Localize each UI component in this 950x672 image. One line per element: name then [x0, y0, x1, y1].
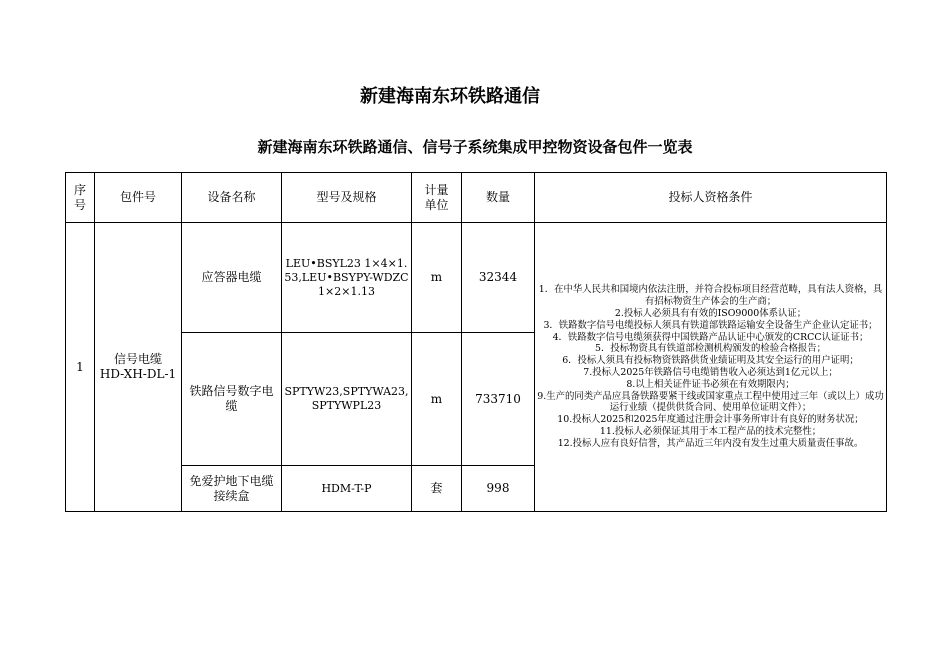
unit-cell: m: [412, 333, 462, 466]
header-quantity: 数量: [462, 173, 535, 223]
header-model: 型号及规格: [282, 173, 412, 223]
package-cell: [95, 223, 182, 512]
model-cell: SPTYW23,SPTYWA23,SPTYWPL23: [282, 333, 412, 466]
qualification-item: 8.以上相关证件证书必须在有效期限内；: [626, 378, 795, 390]
qualification-cell: [535, 223, 887, 512]
seq-cell: 1: [66, 223, 95, 512]
qualification-item: 1．在中华人民共和国境内依法注册，并符合投标项目经营范畴，具有法人资格，具有招标物资生产体会的生产商；: [538, 284, 883, 308]
equipment-table: [65, 172, 887, 512]
quantity-cell: 32344: [462, 223, 535, 333]
qualification-item: 5．投标物资具有铁道部检测机构颁发的检验合格报告；: [595, 343, 826, 355]
unit-cell: m: [412, 223, 462, 333]
qualification-item: 9.生产的同类产品应具备铁路要紧干线或国家重点工程中使用过三年（或以上）成功运行业绩（提供供货合同、使用单位证明文件）；: [537, 390, 884, 414]
qualification-item: 6．投标人须具有投标物资铁路供货业绩证明及其安全运行的用户证明；: [562, 355, 859, 367]
header-seq: 序 号: [66, 173, 95, 223]
qualification-item: 4．铁路数字信号电缆须获得中国铁路产品认证中心颁发的CRCC认证证书；: [552, 331, 869, 343]
equipment-name-cell: 免爱护地下电缆接续盒: [182, 466, 282, 512]
model-cell: HDM-T-P: [282, 466, 412, 512]
quantity-cell: 998: [462, 466, 535, 512]
quantity-cell: 733710: [462, 333, 535, 466]
qualification-item: 11.投标人必须保证其用于本工程产品的技术完整性；: [599, 425, 822, 437]
table-row: [66, 223, 887, 333]
header-package: 包件号: [95, 173, 182, 223]
header-qualification: 投标人资格条件: [535, 173, 887, 223]
qualification-item: 3．铁路数字信号电缆投标人须具有铁道部铁路运输安全设备生产企业认定证书；: [543, 319, 878, 331]
unit-cell: 套: [412, 466, 462, 512]
equipment-name-cell: 应答器电缆: [182, 223, 282, 333]
package-name: 信号电缆: [113, 352, 162, 366]
model-cell: LEU•BSYL23 1×4×1.53,LEU•BSYPY-WDZC 1×2×1.13: [282, 223, 412, 333]
header-equipment-name: 设备名称: [182, 173, 282, 223]
qualification-item: 10.投标人2025和2025年度通过注册会计事务所审计有良好的财务状况；: [557, 414, 864, 426]
table-title: 新建海南东环铁路通信、信号子系统集成甲控物资设备包件一览表: [257, 138, 693, 156]
equipment-name-cell: 铁路信号数字电缆: [182, 333, 282, 466]
document-title: 新建海南东环铁路通信: [360, 86, 540, 107]
qualification-item: 2.投标人必须具有有效的ISO9000体系认证；: [614, 308, 807, 320]
qualification-item: 7.投标人2025年铁路信号电缆销售收入必须达到1亿元以上；: [583, 367, 838, 378]
package-code: HD-XH-DL-1: [99, 367, 177, 381]
header-row: [66, 173, 887, 223]
qualification-item: 12.投标人应有良好信誉，其产品近三年内没有发生过重大质量责任事故。: [557, 437, 864, 449]
header-unit: 计量 单位: [412, 173, 462, 223]
